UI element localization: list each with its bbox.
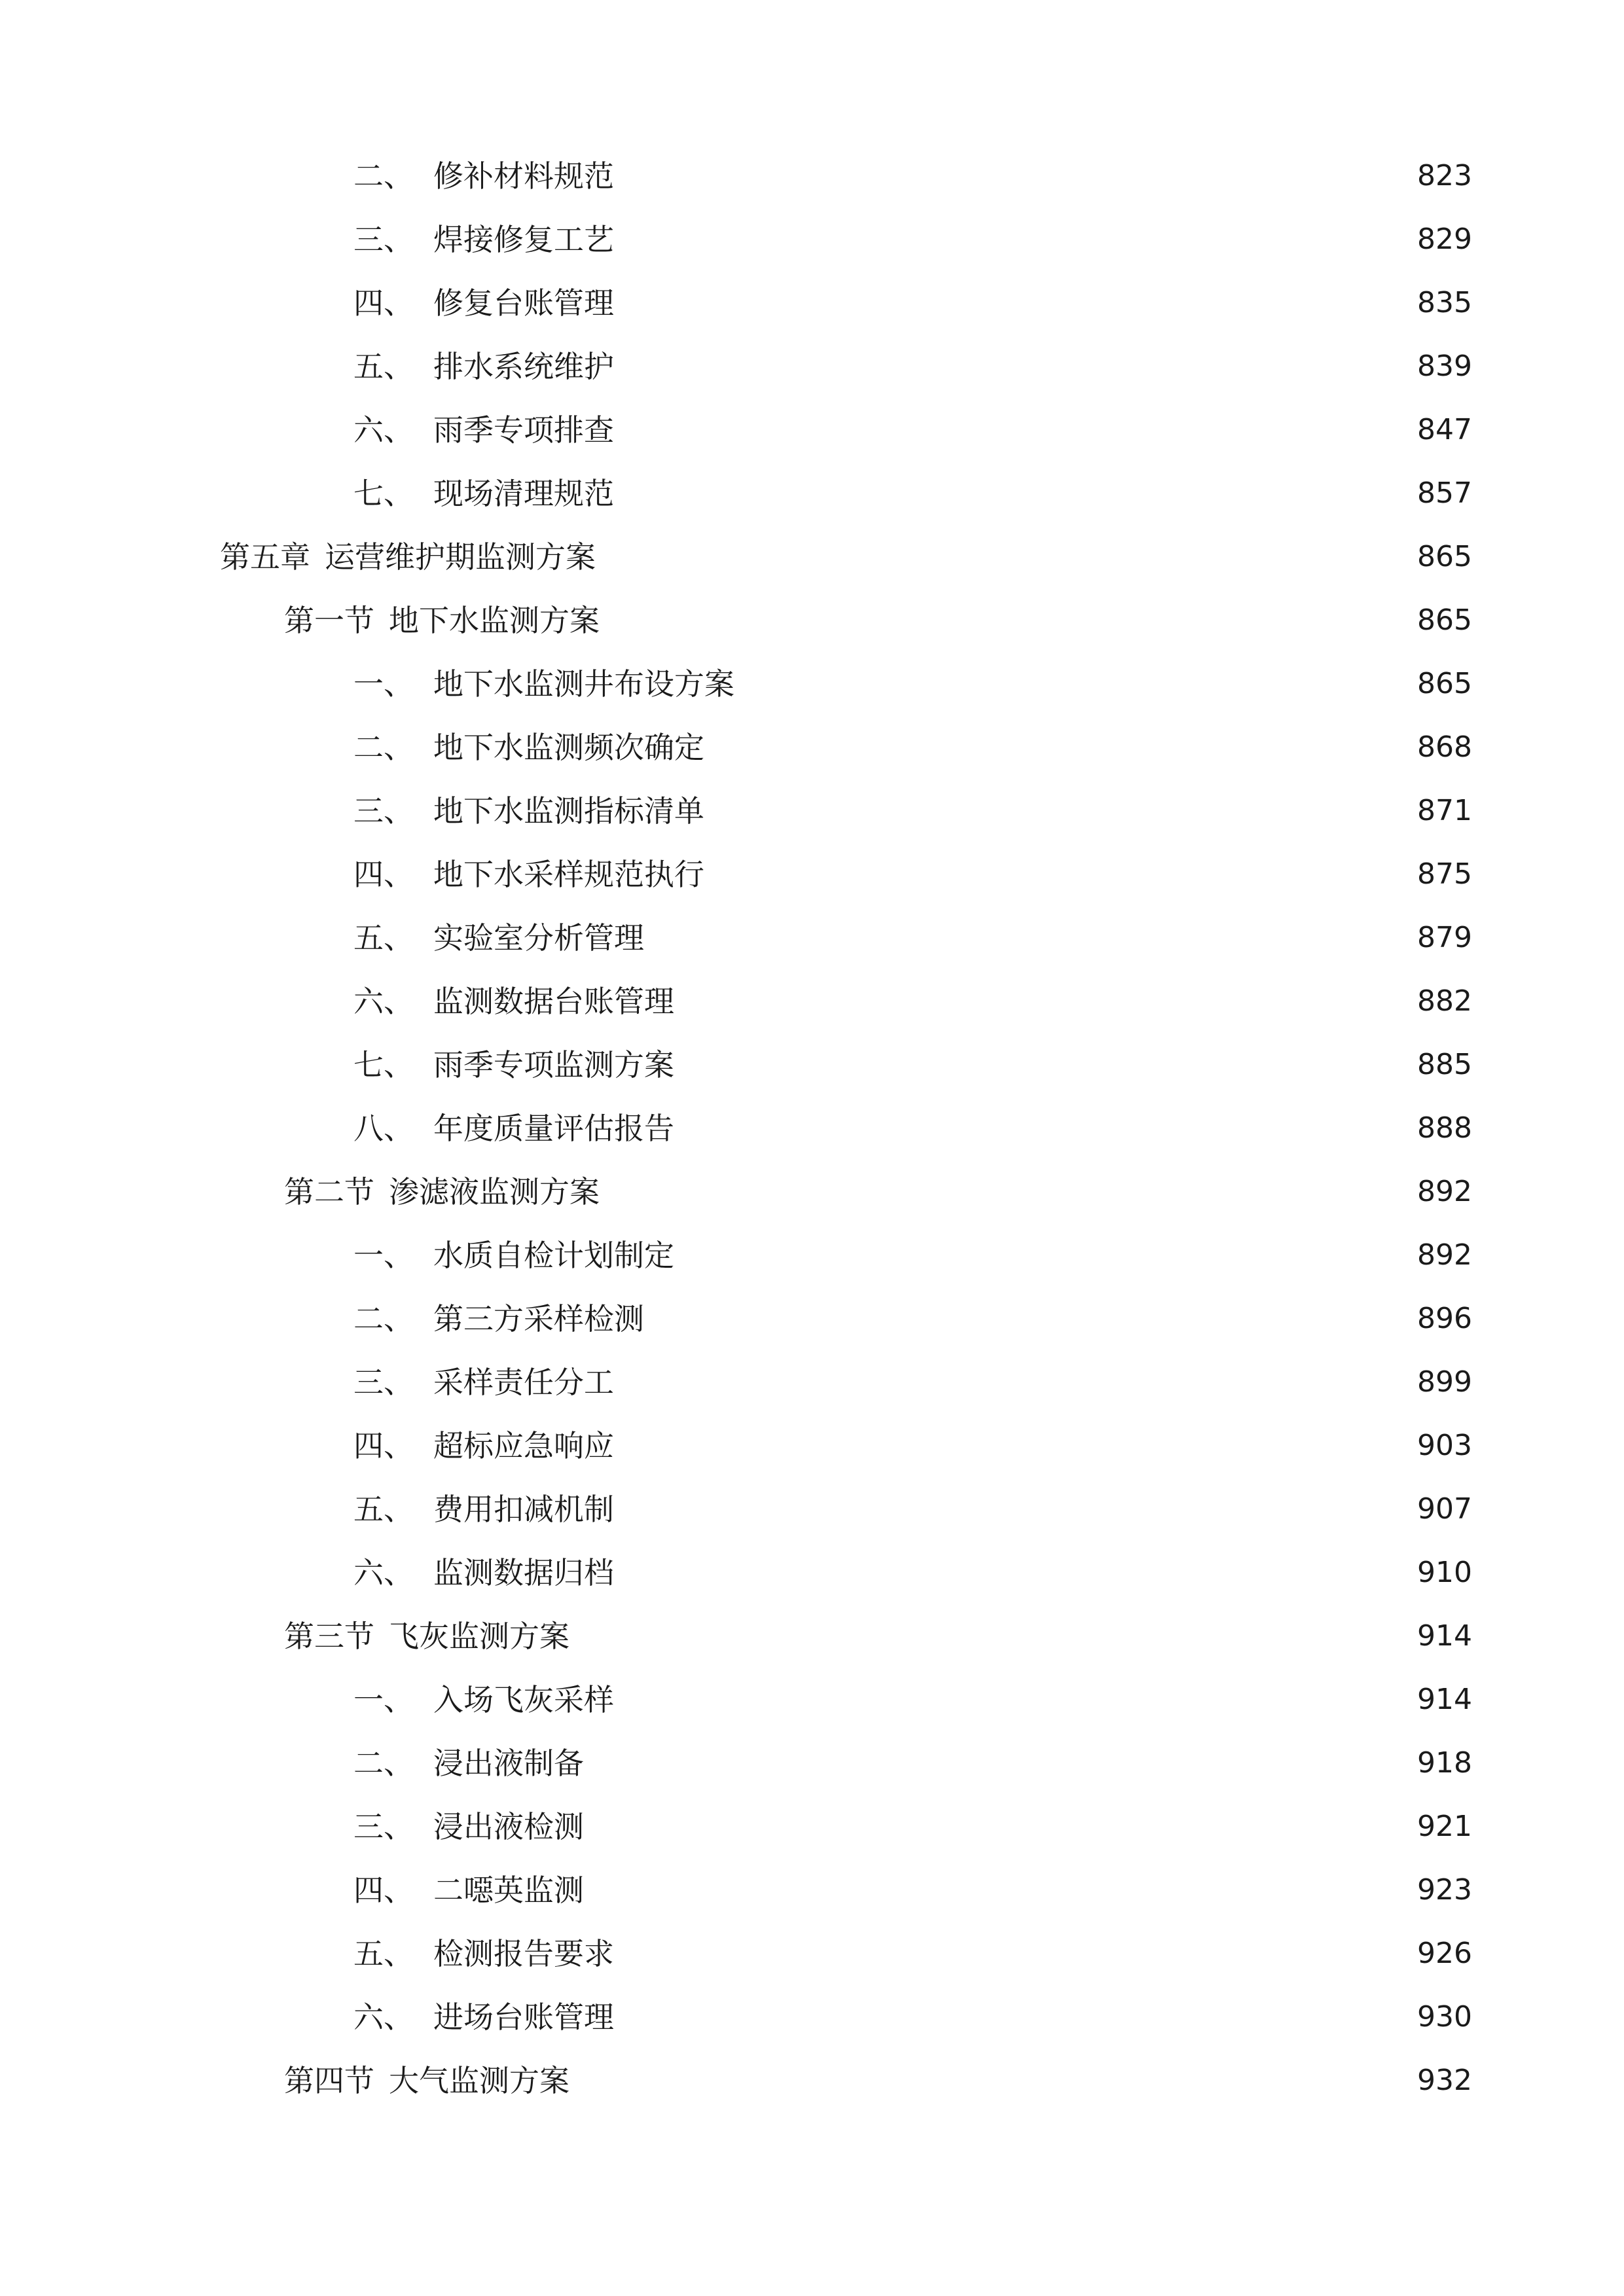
dot-leader (623, 404, 1377, 456)
toc-entry-number: 一、 (353, 1238, 414, 1273)
toc-entry-number: 四、 (353, 285, 414, 321)
dot-leader (683, 1229, 1377, 1282)
toc-entry-title: 水质自检计划制定 (433, 1238, 674, 1273)
toc-entry-title: 进场台账管理 (433, 2000, 614, 2035)
toc-entry-number: 五、 (353, 920, 414, 956)
toc-entry[interactable] (0, 1039, 1624, 1091)
dot-leader (593, 1864, 1377, 1916)
dot-leader (683, 975, 1377, 1028)
toc-section-entry[interactable] (0, 2054, 1624, 2107)
toc-entry-page: 921 (1417, 1810, 1472, 1843)
dot-leader (579, 2054, 1377, 2107)
dot-leader (593, 1801, 1377, 1853)
toc-entry-number: 一、 (353, 1682, 414, 1717)
toc-entry-title: 实验室分析管理 (433, 920, 644, 956)
toc-entry-page: 882 (1417, 984, 1472, 1018)
toc-entry-page: 865 (1417, 603, 1472, 637)
toc-entry-number: 八、 (353, 1111, 414, 1146)
toc-section-entry[interactable] (0, 1166, 1624, 1218)
toc-entry-title: 地下水监测频次确定 (433, 730, 704, 765)
toc-entry-title: 地下水监测井布设方案 (433, 666, 734, 702)
toc-entry-page: 885 (1417, 1048, 1472, 1081)
toc-entry-title: 第三方采样检测 (433, 1301, 644, 1336)
toc-entry-title: 焊接修复工艺 (433, 222, 614, 257)
toc-entry[interactable] (0, 340, 1624, 393)
toc-entry-title: 浸出液检测 (433, 1809, 584, 1844)
dot-leader (713, 785, 1377, 837)
dot-leader (623, 1356, 1377, 1408)
toc-chapter-entry[interactable] (0, 531, 1624, 583)
toc-entry[interactable] (0, 467, 1624, 520)
toc-entry[interactable] (0, 1483, 1624, 1535)
toc-entry-page: 896 (1417, 1302, 1472, 1335)
dot-leader (744, 658, 1377, 710)
toc-entry-page: 888 (1417, 1111, 1472, 1145)
toc-entry-title: 雨季专项监测方案 (433, 1047, 674, 1083)
toc-entry[interactable] (0, 1229, 1624, 1282)
toc-entry[interactable] (0, 1737, 1624, 1789)
toc-entry-title: 入场飞灰采样 (433, 1682, 614, 1717)
toc-entry-number: 三、 (353, 222, 414, 257)
toc-entry[interactable] (0, 658, 1624, 710)
toc-entry-page: 932 (1417, 2064, 1472, 2097)
toc-entry-title: 超标应急响应 (433, 1428, 614, 1463)
toc-entry[interactable] (0, 277, 1624, 329)
toc-entry[interactable] (0, 975, 1624, 1028)
toc-entry-number: 七、 (353, 476, 414, 511)
toc-entry-title: 飞灰监测方案 (389, 1619, 569, 1654)
dot-leader (623, 150, 1377, 202)
toc-entry[interactable] (0, 848, 1624, 901)
dot-leader (653, 912, 1377, 964)
toc-entry-title: 大气监测方案 (389, 2063, 569, 2098)
toc-section-entry[interactable] (0, 594, 1624, 647)
toc-entry-title: 地下水采样规范执行 (433, 857, 704, 892)
toc-entry-page: 839 (1417, 350, 1472, 383)
toc-entry-title: 雨季专项排查 (433, 412, 614, 448)
dot-leader (623, 213, 1377, 266)
toc-entry[interactable] (0, 404, 1624, 456)
toc-entry-page: 914 (1417, 1683, 1472, 1716)
dot-leader (623, 277, 1377, 329)
toc-entry-page: 903 (1417, 1429, 1472, 1462)
toc-entry-title: 运营维护期监测方案 (325, 539, 596, 575)
toc-entry-page: 847 (1417, 413, 1472, 446)
dot-leader (653, 1293, 1377, 1345)
toc-entry[interactable] (0, 1102, 1624, 1155)
toc-entry-page: 865 (1417, 540, 1472, 573)
toc-entry[interactable] (0, 1293, 1624, 1345)
toc-entry-page: 918 (1417, 1746, 1472, 1780)
toc-entry[interactable] (0, 1674, 1624, 1726)
toc-entry-number: 第五章 (220, 539, 310, 575)
toc-entry-title: 地下水监测方案 (389, 603, 600, 638)
toc-entry-title: 采样责任分工 (433, 1365, 614, 1400)
toc-entry-number: 第三节 (284, 1619, 374, 1654)
toc-entry-page: 875 (1417, 857, 1472, 891)
toc-entry-page: 871 (1417, 794, 1472, 827)
dot-leader (713, 848, 1377, 901)
toc-entry[interactable] (0, 1356, 1624, 1408)
toc-entry-title: 二噁英监测 (433, 1873, 584, 1908)
dot-leader (683, 1039, 1377, 1091)
toc-entry-number: 三、 (353, 1365, 414, 1400)
toc-entry-number: 六、 (353, 1555, 414, 1590)
toc-entry-title: 监测数据归档 (433, 1555, 614, 1590)
dot-leader (609, 1166, 1377, 1218)
toc-entry-title: 年度质量评估报告 (433, 1111, 674, 1146)
dot-leader (579, 1610, 1377, 1662)
dot-leader (623, 1420, 1377, 1472)
toc-entry[interactable] (0, 1420, 1624, 1472)
dot-leader (623, 340, 1377, 393)
toc-entry[interactable] (0, 785, 1624, 837)
toc-entry-number: 二、 (353, 158, 414, 194)
dot-leader (609, 594, 1377, 647)
toc-entry-number: 五、 (353, 1492, 414, 1527)
toc-entry[interactable] (0, 1928, 1624, 1980)
toc-entry-number: 第二节 (284, 1174, 374, 1210)
toc-entry-number: 二、 (353, 1301, 414, 1336)
toc-entry-title: 修补材料规范 (433, 158, 614, 194)
toc-entry-page: 823 (1417, 159, 1472, 192)
toc-entry[interactable] (0, 1547, 1624, 1599)
dot-leader (623, 1674, 1377, 1726)
toc-entry-title: 地下水监测指标清单 (433, 793, 704, 829)
toc-entry-page: 879 (1417, 921, 1472, 954)
toc-section-entry[interactable] (0, 1610, 1624, 1662)
toc-entry-title: 渗滤液监测方案 (389, 1174, 600, 1210)
toc-entry-number: 四、 (353, 1428, 414, 1463)
toc-entry-page: 923 (1417, 1873, 1472, 1907)
toc-entry-number: 七、 (353, 1047, 414, 1083)
dot-leader (683, 1102, 1377, 1155)
toc-entry-page: 926 (1417, 1937, 1472, 1970)
dot-leader (713, 721, 1377, 774)
toc-entry[interactable] (0, 1801, 1624, 1853)
toc-entry-number: 二、 (353, 1746, 414, 1781)
toc-entry-page: 829 (1417, 223, 1472, 256)
toc-entry-page: 865 (1417, 667, 1472, 700)
dot-leader (605, 531, 1377, 583)
dot-leader (623, 1483, 1377, 1535)
dot-leader (623, 467, 1377, 520)
toc-entry-number: 四、 (353, 1873, 414, 1908)
toc-entry[interactable] (0, 1864, 1624, 1916)
toc-entry-number: 第一节 (284, 603, 374, 638)
toc-entry-page: 930 (1417, 2000, 1472, 2034)
toc-entry-title: 修复台账管理 (433, 285, 614, 321)
toc-entry-number: 第四节 (284, 2063, 374, 2098)
toc-entry[interactable] (0, 721, 1624, 774)
toc-entry-title: 费用扣减机制 (433, 1492, 614, 1527)
toc-entry-number: 五、 (353, 1936, 414, 1971)
toc-entry-page: 892 (1417, 1238, 1472, 1272)
toc-entry-number: 一、 (353, 666, 414, 702)
toc-entry-page: 857 (1417, 476, 1472, 510)
dot-leader (623, 1928, 1377, 1980)
toc-entry-number: 六、 (353, 2000, 414, 2035)
toc-entry-page: 868 (1417, 730, 1472, 764)
toc-entry-number: 三、 (353, 793, 414, 829)
toc-entry-title: 检测报告要求 (433, 1936, 614, 1971)
toc-entry-title: 排水系统维护 (433, 349, 614, 384)
toc-entry-number: 四、 (353, 857, 414, 892)
toc-entry-page: 914 (1417, 1619, 1472, 1653)
toc-entry-page: 892 (1417, 1175, 1472, 1208)
toc-entry-page: 899 (1417, 1365, 1472, 1399)
toc-entry[interactable] (0, 912, 1624, 964)
toc-entry-page: 910 (1417, 1556, 1472, 1589)
toc-entry-number: 六、 (353, 984, 414, 1019)
toc-entry-page: 835 (1417, 286, 1472, 319)
dot-leader (623, 1547, 1377, 1599)
toc-entry-number: 六、 (353, 412, 414, 448)
toc-entry-number: 五、 (353, 349, 414, 384)
toc-entry-title: 现场清理规范 (433, 476, 614, 511)
dot-leader (623, 1991, 1377, 2043)
toc-entry-title: 监测数据台账管理 (433, 984, 674, 1019)
dot-leader (593, 1737, 1377, 1789)
toc-entry-number: 二、 (353, 730, 414, 765)
toc-entry-title: 浸出液制备 (433, 1746, 584, 1781)
toc-entry[interactable] (0, 1991, 1624, 2043)
toc-entry-number: 三、 (353, 1809, 414, 1844)
toc-entry[interactable] (0, 213, 1624, 266)
toc-entry-page: 907 (1417, 1492, 1472, 1526)
toc-entry[interactable] (0, 150, 1624, 202)
